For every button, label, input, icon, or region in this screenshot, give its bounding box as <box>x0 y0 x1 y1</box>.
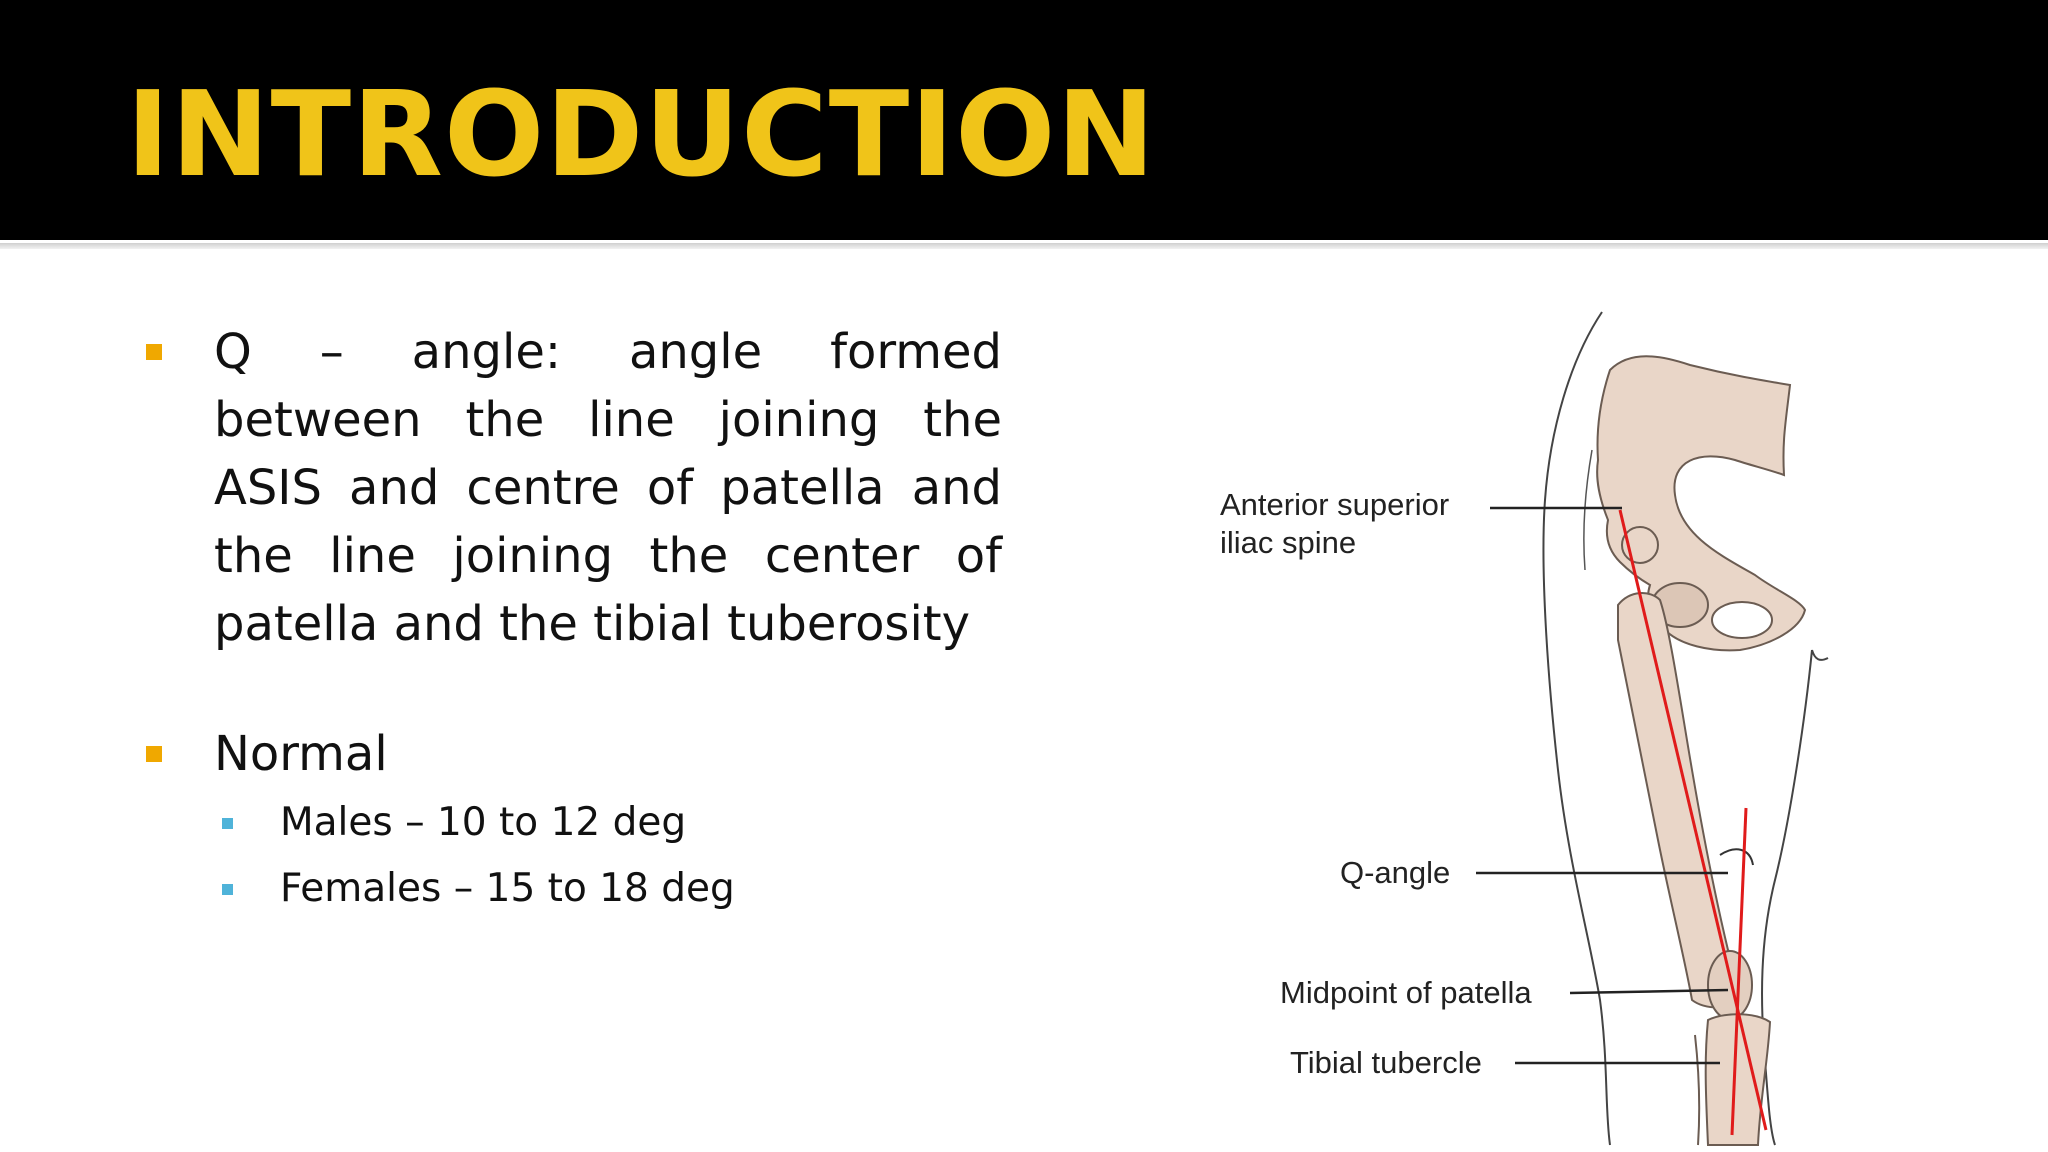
square-bullet-icon <box>146 344 162 360</box>
label-asis-line1: Anterior superior <box>1220 487 1450 522</box>
fibula-bone <box>1695 1035 1699 1145</box>
leg-outline-right <box>1762 650 1812 1145</box>
title-bar <box>0 0 2048 240</box>
label-tibial-tubercle: Tibial tubercle <box>1290 1045 1482 1080</box>
bullet-text-normal: Normal <box>214 726 388 782</box>
title-divider <box>0 243 2048 249</box>
bullet-item-q-angle <box>140 318 1010 658</box>
bullet-list <box>140 318 1010 922</box>
label-q-angle: Q-angle <box>1340 855 1451 890</box>
square-bullet-icon <box>146 746 162 762</box>
q-angle-figure <box>1200 300 1920 1152</box>
sub-bullet-text-females: Females – 15 to 18 deg <box>280 866 735 911</box>
body-outline-inner <box>1584 450 1592 570</box>
hip-outline <box>1812 650 1828 660</box>
label-asis-line2: iliac spine <box>1220 525 1357 560</box>
square-sub-bullet-icon <box>222 818 233 829</box>
leg-anatomy-illustration <box>1200 300 1920 1152</box>
femur-bone <box>1618 593 1748 1007</box>
q-angle-arc <box>1720 849 1753 865</box>
square-sub-bullet-icon <box>222 884 233 895</box>
tibia-bone <box>1706 1014 1770 1145</box>
sub-bullet-item-males <box>140 790 1010 856</box>
sub-bullet-text-males: Males – 10 to 12 deg <box>280 800 687 845</box>
patella-bone <box>1708 951 1752 1019</box>
bullet-text-q-angle: Q – angle: angle formed between the line joining the ASIS and centre of patella and the line joining the center of patella and the tibial tuberosity <box>214 324 1002 652</box>
bullet-item-normal <box>140 720 1010 788</box>
label-midpoint-patella: Midpoint of patella <box>1280 975 1532 1010</box>
slide-title: INTRODUCTION <box>126 65 1157 203</box>
sub-bullet-item-females <box>140 856 1010 922</box>
label-asis <box>1220 486 1449 562</box>
obturator-foramen <box>1712 602 1772 638</box>
